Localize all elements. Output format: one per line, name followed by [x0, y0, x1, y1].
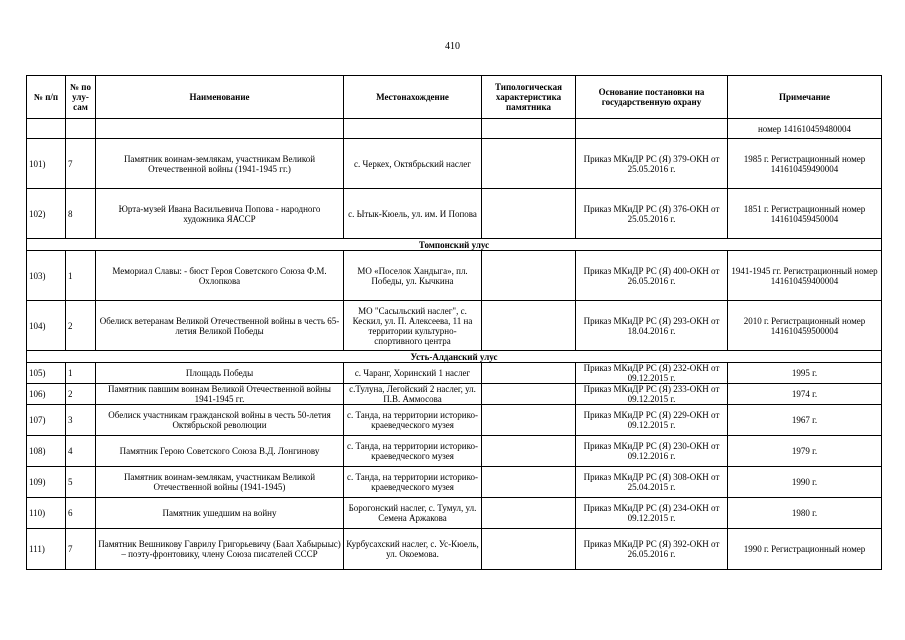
num-cell: 104) — [27, 301, 66, 351]
name-cell: Обелиск ветеранам Великой Отечественной войны в честь 65-летия Великой Победы — [96, 301, 344, 351]
typology-cell — [482, 301, 576, 351]
section-title: Усть-Алданский улус — [27, 351, 882, 363]
name-cell: Памятник воинам-землякам, участникам Великой Отечественной войны (1941-1945 гг.) — [96, 139, 344, 189]
name-cell — [96, 119, 344, 139]
typology-cell — [482, 139, 576, 189]
num-cell: 106) — [27, 384, 66, 405]
name-cell: Памятник воинам-землякам, участникам Великой Отечественной войны (1941-1945) — [96, 467, 344, 498]
table-row — [27, 119, 882, 139]
basis-cell: Приказ МКиДР РС (Я) 229-ОКН от 09.12.2015 г. — [576, 405, 728, 436]
typology-cell — [482, 436, 576, 467]
header-basis: Основание постановки на государственную охрану — [576, 76, 728, 119]
num-cell: 109) — [27, 467, 66, 498]
basis-cell: Приказ МКиДР РС (Я) 376-ОКН от 25.05.2016 г. — [576, 189, 728, 239]
ulus-num-cell: 1 — [66, 251, 96, 301]
ulus-num-cell: 2 — [66, 384, 96, 405]
basis-cell: Приказ МКиДР РС (Я) 233-ОКН от 09.12.2015 г. — [576, 384, 728, 405]
note-cell: 1979 г. — [728, 436, 882, 467]
section-title: Томпонский улус — [27, 239, 882, 251]
ulus-num-cell: 2 — [66, 301, 96, 351]
num-cell: 102) — [27, 189, 66, 239]
basis-cell: Приказ МКиДР РС (Я) 400-ОКН от 26.05.2016 г. — [576, 251, 728, 301]
num-cell: 111) — [27, 529, 66, 570]
typology-cell — [482, 384, 576, 405]
table-header — [27, 76, 882, 119]
note-cell: 1995 г. — [728, 363, 882, 384]
table-row — [27, 529, 882, 570]
basis-cell: Приказ МКиДР РС (Я) 308-ОКН от 25.04.2015 г. — [576, 467, 728, 498]
num-cell: 108) — [27, 436, 66, 467]
name-cell: Памятник павшим воинам Великой Отечественной войны 1941-1945 гг. — [96, 384, 344, 405]
typology-cell — [482, 529, 576, 570]
ulus-num-cell: 1 — [66, 363, 96, 384]
location-cell: с. Танда, на территории историко-краеведческого музея — [344, 436, 482, 467]
num-cell: 105) — [27, 363, 66, 384]
ulus-num-cell: 4 — [66, 436, 96, 467]
header-num: № п/п — [27, 76, 66, 119]
table-row — [27, 363, 882, 384]
table-row — [27, 301, 882, 351]
name-cell: Юрта-музей Ивана Васильевича Попова - народного художника ЯАССР — [96, 189, 344, 239]
location-cell — [344, 119, 482, 139]
table-row — [27, 467, 882, 498]
section-row — [27, 351, 882, 363]
basis-cell: Приказ МКиДР РС (Я) 234-ОКН от 09.12.2015 г. — [576, 498, 728, 529]
name-cell: Площадь Победы — [96, 363, 344, 384]
location-cell: с. Чаранг, Хоринский 1 наслег — [344, 363, 482, 384]
monuments-table — [26, 75, 882, 570]
basis-cell: Приказ МКиДР РС (Я) 392-ОКН от 26.05.2016 г. — [576, 529, 728, 570]
header-location: Местонахождение — [344, 76, 482, 119]
header-name: Наименование — [96, 76, 344, 119]
table-row — [27, 436, 882, 467]
name-cell: Обелиск участникам гражданской войны в честь 50-летия Октябрьской революции — [96, 405, 344, 436]
location-cell: с. Танда, на территории историко-краеведческого музея — [344, 405, 482, 436]
header-ulus-num: № по улу-сам — [66, 76, 96, 119]
typology-cell — [482, 119, 576, 139]
typology-cell — [482, 251, 576, 301]
location-cell: Борогонский наслег, с. Тумул, ул. Семена Аржакова — [344, 498, 482, 529]
note-cell: 1990 г. — [728, 467, 882, 498]
note-cell: 1941-1945 гг. Регистрационный номер 141610459400004 — [728, 251, 882, 301]
table-body — [27, 119, 882, 570]
table-row — [27, 139, 882, 189]
basis-cell: Приказ МКиДР РС (Я) 379-ОКН от 25.05.2016 г. — [576, 139, 728, 189]
note-cell: 1967 г. — [728, 405, 882, 436]
note-cell: 1851 г. Регистрационный номер 141610459450004 — [728, 189, 882, 239]
ulus-num-cell: 7 — [66, 529, 96, 570]
note-cell: 1990 г. Регистрационный номер — [728, 529, 882, 570]
note-cell: 2010 г. Регистрационный номер 141610459500004 — [728, 301, 882, 351]
basis-cell: Приказ МКиДР РС (Я) 293-ОКН от 18.04.2016 г. — [576, 301, 728, 351]
location-cell: с. Черкех, Октябрьский наслег — [344, 139, 482, 189]
ulus-num-cell: 6 — [66, 498, 96, 529]
typology-cell — [482, 498, 576, 529]
name-cell: Мемориал Славы: - бюст Героя Советского Союза Ф.М. Охлопкова — [96, 251, 344, 301]
location-cell: Курбусахский наслег, с. Ус-Кюель, ул. Окоемова. — [344, 529, 482, 570]
num-cell: 110) — [27, 498, 66, 529]
ulus-num-cell — [66, 119, 96, 139]
basis-cell: Приказ МКиДР РС (Я) 232-ОКН от 09.12.2015 г. — [576, 363, 728, 384]
ulus-num-cell: 8 — [66, 189, 96, 239]
basis-cell: Приказ МКиДР РС (Я) 230-ОКН от 09.12.2016 г. — [576, 436, 728, 467]
ulus-num-cell: 7 — [66, 139, 96, 189]
typology-cell — [482, 467, 576, 498]
location-cell: МО «Поселок Хандыга», пл. Победы, ул. Кычкина — [344, 251, 482, 301]
ulus-num-cell: 5 — [66, 467, 96, 498]
note-cell: 1980 г. — [728, 498, 882, 529]
name-cell: Памятник Герою Советского Союза В.Д. Лонгинову — [96, 436, 344, 467]
num-cell: 103) — [27, 251, 66, 301]
note-cell: 1974 г. — [728, 384, 882, 405]
section-row — [27, 239, 882, 251]
location-cell: МО "Сасыльский наслег", с. Кескил, ул. П. Алексеева, 11 на территории культурно-спортивного центра — [344, 301, 482, 351]
page-number: 410 — [445, 41, 460, 52]
table-row — [27, 251, 882, 301]
num-cell — [27, 119, 66, 139]
name-cell: Памятник ушедшим на войну — [96, 498, 344, 529]
table-row — [27, 498, 882, 529]
basis-cell — [576, 119, 728, 139]
typology-cell — [482, 189, 576, 239]
table-row — [27, 189, 882, 239]
table-row — [27, 405, 882, 436]
name-cell: Памятник Вешникову Гаврилу Григорьевичу (Баал Хабырыыс) – поэту-фронтовику, члену Союза писателей СССР — [96, 529, 344, 570]
num-cell: 107) — [27, 405, 66, 436]
typology-cell — [482, 405, 576, 436]
location-cell: с.Тулуна, Легойский 2 наслег, ул. П.В. Аммосова — [344, 384, 482, 405]
note-cell: номер 141610459480004 — [728, 119, 882, 139]
num-cell: 101) — [27, 139, 66, 189]
header-note: Примечание — [728, 76, 882, 119]
note-cell: 1985 г. Регистрационный номер 141610459490004 — [728, 139, 882, 189]
typology-cell — [482, 363, 576, 384]
ulus-num-cell: 3 — [66, 405, 96, 436]
location-cell: с. Ытык-Кюель, ул. им. И Попова — [344, 189, 482, 239]
table-row — [27, 384, 882, 405]
header-typology: Типологическая характеристика памятника — [482, 76, 576, 119]
location-cell: с. Танда, на территории историко-краеведческого музея — [344, 467, 482, 498]
